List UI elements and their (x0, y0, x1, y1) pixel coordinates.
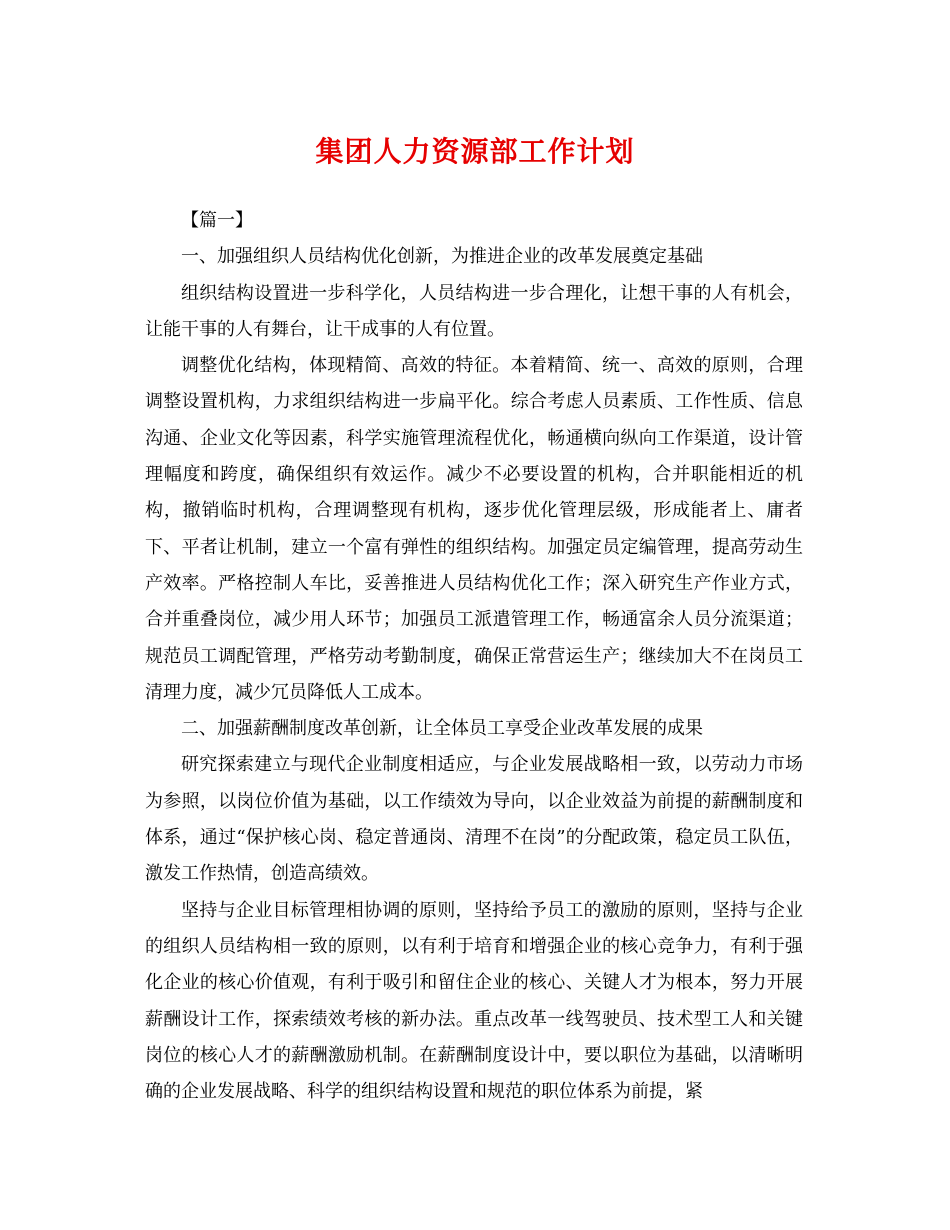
body-paragraph: 调整优化结构，体现精简、高效的特征。本着精简、统一、高效的原则，合理调整设置机构，力求组织结构进一步扁平化。综合考虑人员素质、工作性质、信息沟通、企业文化等因素，科学实施管理流程优化，畅通横向纵向工作渠道，设计管理幅度和跨度，确保组织有效运作。减少不必要设置的机构，合并职能相近的机构，撤销临时机构，合理调整现有机构，逐步优化管理层级，形成能者上、庸者下、平者让机制，建立一个富有弹性的组织结构。加强定员定编管理，提高劳动生产效率。严格控制人车比，妥善推进人员结构优化工作；深入研究生产作业方式，合并重叠岗位，减少用人环节；加强员工派遣管理工作，畅通富余人员分流渠道；规范员工调配管理，严格劳动考勤制度，确保正常营运生产；继续加大不在岗员工清理力度，减少冗员降低人工成本。 (145, 355, 803, 703)
section-label: 【篇一】 (181, 210, 253, 231)
body-paragraph: 组织结构设置进一步科学化，人员结构进一步合理化，让想干事的人有机会，让能干事的人有舞台，让干成事的人有位置。 (145, 282, 803, 340)
section-heading-1: 一、加强组织人员结构优化创新，为推进企业的改革发展奠定基础 (181, 246, 703, 268)
section-heading-2: 二、加强薪酬制度改革创新，让全体员工享受企业改革发展的成果 (181, 718, 703, 740)
document-body (145, 203, 803, 1110)
body-paragraph: 坚持与企业目标管理相协调的原则，坚持给予员工的激励的原则，坚持与企业的组织人员结构相一致的原则，以有利于培育和增强企业的核心竞争力，有利于强化企业的核心价值观，有利于吸引和留住企业的核心、关键人才为根本，努力开展薪酬设计工作，探索绩效考核的新办法。重点改革一线驾驶员、技术型工人和关键岗位的核心人才的薪酬激励机制。在薪酬制度设计中，要以职位为基础，以清晰明确的企业发展战略、科学的组织结构设置和规范的职位体系为前提，紧 (145, 899, 803, 1103)
document-title: 集团人力资源部工作计划 (315, 135, 635, 168)
body-paragraph: 研究探索建立与现代企业制度相适应，与企业发展战略相一致，以劳动力市场为参照，以岗位价值为基础，以工作绩效为导向，以企业效益为前提的薪酬制度和体系，通过“保护核心岗、稳定普通岗、清理不在岗”的分配政策，稳定员工队伍，激发工作热情，创造高绩效。 (145, 754, 803, 885)
